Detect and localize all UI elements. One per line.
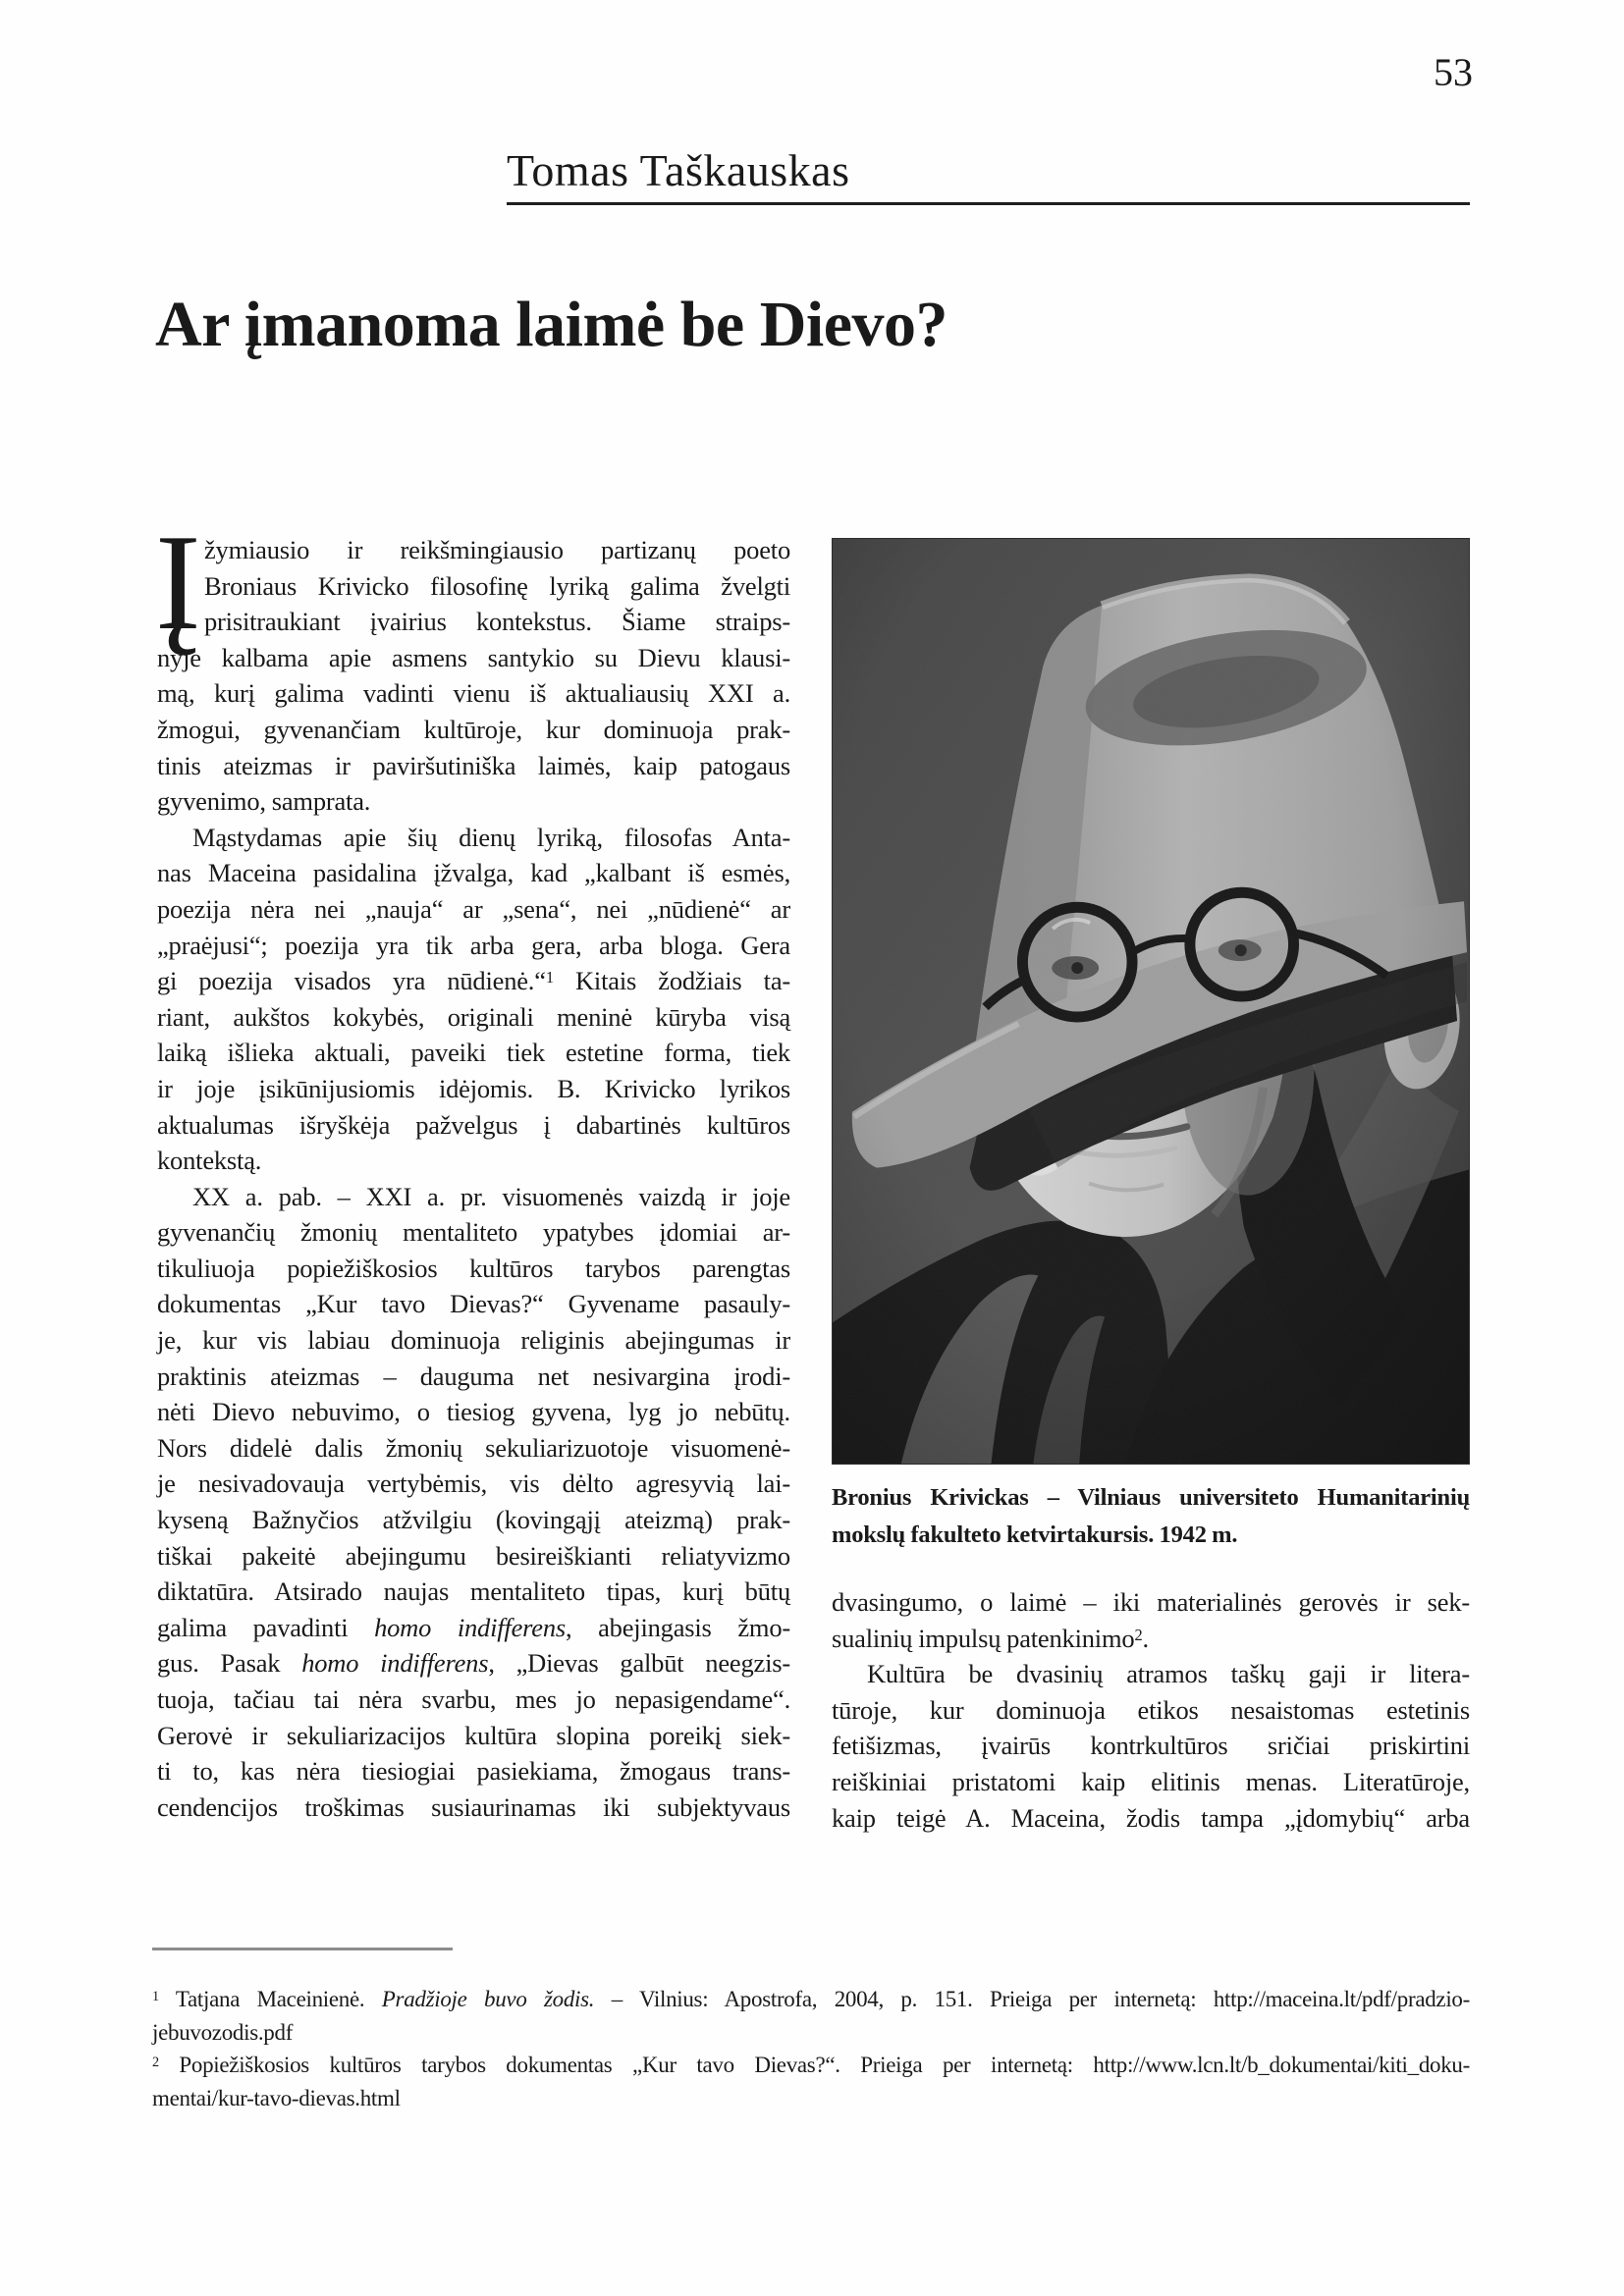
- text-segment: žymiausio ir reikšmingiausio partizanų poeto: [204, 535, 790, 564]
- text-segment: tikuliuoja popiežiškosios kultūros tarybos parengtas: [157, 1253, 790, 1283]
- text-segment: dvasingumo, o laimė – iki materialinės gerovės ir sek-: [832, 1587, 1470, 1617]
- text-segment: nėti Dievo nebuvimo, o tiesiog gyvena, lyg jo nebūtų.: [157, 1397, 790, 1427]
- paragraph-1: [157, 532, 790, 820]
- text-line: [157, 1286, 790, 1322]
- text-segment: tūroje, kur dominuoja etikos nesaistomas estetinis: [832, 1694, 1470, 1725]
- text-segment: je, kur vis labiau dominuoja religinis abejingumas ir: [157, 1325, 790, 1356]
- footnote-separator: [152, 1948, 453, 1950]
- footnotes: [152, 1983, 1470, 2114]
- text-line: [157, 1430, 790, 1467]
- text-segment: Nors didelė dalis žmonių sekuliarizuotoje visuomenė-: [157, 1432, 790, 1463]
- portrait-photo: [832, 538, 1470, 1465]
- text-segment: praktinis ateizmas – dauguma net nesivargina įrodi-: [157, 1361, 790, 1391]
- footnote-2: [152, 2049, 1470, 2114]
- text-segment: nas Maceina pasidalina įžvalga, kad „kalbant iš esmės,: [157, 858, 790, 888]
- text-segment: mokslų fakulteto ketvirtakursis. 1942 m.: [832, 1522, 1238, 1548]
- text-line: [157, 783, 790, 820]
- text-line: [832, 1517, 1470, 1554]
- text-segment: galima pavadinti: [157, 1612, 375, 1642]
- text-line: [157, 855, 790, 891]
- text-line: [157, 1610, 790, 1646]
- text-line: [157, 1789, 790, 1826]
- text-line: [832, 1728, 1470, 1764]
- text-segment: – Vilnius: Apostrofa, 2004, p. 151. Prieiga per internetą: http://maceina.lt/pdf/pradzio-: [594, 1987, 1470, 2011]
- text-segment: , „Dievas galbūt neegzis-: [488, 1648, 790, 1679]
- text-segment: homo indifferens: [301, 1648, 489, 1679]
- text-segment: ti to, kas nėra tiesiogiai pasiekiama, žmogaus trans-: [157, 1756, 790, 1787]
- text-line: [157, 568, 790, 605]
- text-segment: gi poezija visados yra nūdienė.“: [157, 966, 546, 996]
- text-line: [157, 1538, 790, 1575]
- text-segment: Pradžioje buvo žodis.: [381, 1987, 595, 2011]
- text-segment: tuoja, tačiau tai nėra svarbu, mes jo nepasigendame“.: [157, 1684, 790, 1714]
- text-segment: sualinių impulsų patenkinimo: [832, 1623, 1135, 1653]
- paragraph-continued: [832, 1584, 1470, 1656]
- text-segment: dokumentas „Kur tavo Dievas?“ Gyvename pasauly-: [157, 1289, 790, 1319]
- text-segment: Broniaus Krivicko filosofinę lyriką galima žvelgti: [204, 570, 790, 601]
- paragraph-4: [832, 1656, 1470, 1836]
- text-line: [157, 1322, 790, 1359]
- text-segment: kaip teigė A. Maceina, žodis tampa „įdomybių“ arba: [832, 1802, 1470, 1833]
- text-segment: gus. Pasak: [157, 1648, 302, 1679]
- text-line: [157, 1107, 790, 1144]
- drop-cap-letter: Į: [155, 507, 201, 659]
- text-segment: Kultūra be dvasinių atramos taškų gaji ir litera-: [867, 1659, 1470, 1689]
- text-line: [157, 1359, 790, 1395]
- text-segment: XX a. pab. – XXI a. pr. visuomenės vaizdą ir joje: [192, 1181, 790, 1211]
- text-line: [832, 1800, 1470, 1837]
- text-segment: Kitais žodžiais ta-: [553, 966, 790, 996]
- text-segment: laiką išlieka aktuali, paveiki tiek estetine forma, tiek: [157, 1038, 790, 1068]
- text-segment: gyvenančių žmonių mentaliteto ypatybes įdomiai ar-: [157, 1217, 790, 1248]
- footnote-marker: 1: [152, 1989, 159, 2005]
- text-segment: Bronius Krivickas – Vilniaus universiteto Humanitarinių: [832, 1484, 1470, 1511]
- text-segment: aktualumas išryškėja pažvelgus į dabartinės kultūros: [157, 1109, 790, 1140]
- text-segment: žmogui, gyvenančiam kultūroje, kur dominuoja prak-: [157, 714, 790, 744]
- text-segment: Gerovė ir sekuliarizacijos kultūra slopina poreikį siek-: [157, 1720, 790, 1750]
- text-line: [157, 1682, 790, 1718]
- text-line: [157, 1179, 790, 1215]
- text-line: [157, 1071, 790, 1107]
- text-segment: tinis ateizmas ir paviršutiniška laimės, kaip patogaus: [157, 750, 790, 780]
- text-line: [152, 2049, 1470, 2082]
- right-text-column: [832, 1584, 1470, 1836]
- text-segment: poezija nėra nei „nauja“ ar „sena“, nei „nūdienė“ ar: [157, 893, 790, 924]
- text-line: [832, 1621, 1470, 1657]
- photo-caption: [832, 1479, 1470, 1554]
- text-line: [152, 1983, 1470, 2016]
- text-line: [832, 1584, 1470, 1621]
- text-line: [157, 640, 790, 676]
- text-line: [152, 2082, 1470, 2115]
- footnote-marker: 2: [1134, 1625, 1143, 1644]
- text-segment: Mąstydamas apie šių dienų lyriką, filosofas Anta-: [192, 822, 790, 852]
- page-number: 53: [1434, 50, 1473, 94]
- text-line: [157, 1466, 790, 1502]
- text-line: [157, 999, 790, 1036]
- text-segment: Tatjana Maceinienė.: [158, 1987, 382, 2011]
- text-line: [157, 928, 790, 964]
- text-segment: cendencijos troškimas susiaurinamas iki subjektyvaus: [157, 1791, 790, 1822]
- text-line: [157, 712, 790, 748]
- text-line: [157, 820, 790, 856]
- text-segment: , abejingasis žmo-: [566, 1612, 790, 1642]
- photo-grain: [833, 539, 1469, 1464]
- text-segment: mentai/kur-tavo-dievas.html: [152, 2085, 401, 2110]
- text-segment: reiškiniai pristatomi kaip elitinis menas. Literatūroje,: [832, 1766, 1470, 1796]
- text-line: [157, 1645, 790, 1682]
- text-segment: .: [1142, 1623, 1149, 1653]
- text-line: [157, 604, 790, 640]
- text-segment: ir joje įsikūnijusiomis idėjomis. B. Krivicko lyrikos: [157, 1073, 790, 1103]
- portrait-photo-drawing: [833, 539, 1469, 1464]
- footnote-marker: 1: [545, 968, 554, 988]
- text-segment: tiškai pakeitė abejingumu besireiškianti reliatyvizmo: [157, 1540, 790, 1571]
- paragraph-2: [157, 820, 790, 1179]
- text-line: [157, 1251, 790, 1287]
- text-segment: fetišizmas, įvairūs kontrkultūros sričiai priskirtini: [832, 1731, 1470, 1761]
- paragraph-3: [157, 1179, 790, 1826]
- text-segment: kontekstą.: [157, 1146, 262, 1176]
- text-line: [157, 1502, 790, 1538]
- text-line: [157, 963, 790, 999]
- text-line: [157, 1574, 790, 1610]
- text-segment: jebuvozodis.pdf: [152, 2019, 294, 2045]
- text-line: [157, 748, 790, 784]
- text-line: [157, 1035, 790, 1071]
- text-line: [832, 1656, 1470, 1692]
- text-line: [157, 532, 790, 568]
- text-line: [157, 1143, 790, 1179]
- text-line: [157, 675, 790, 712]
- text-segment: prisitraukiant įvairius kontekstus. Šiame straips-: [204, 607, 790, 637]
- text-segment: homo indifferens: [374, 1612, 567, 1642]
- text-segment: diktatūra. Atsirado naujas mentaliteto tipas, kurį būtų: [157, 1576, 790, 1607]
- text-line: [152, 2016, 1470, 2050]
- article-title: Ar įmanoma laimė be Dievo?: [155, 289, 948, 360]
- text-segment: Popiežiškosios kultūros tarybos dokumentas „Kur tavo Dievas?“. Prieiga per internetą: http://www.lcn.lt/b_dokumentai/kiti_doku-: [158, 2053, 1470, 2077]
- text-segment: kyseną Bažnyčios atžvilgiu (kovingąjį ateizmą) prak-: [157, 1505, 790, 1535]
- text-line: [832, 1479, 1470, 1517]
- text-segment: mą, kurį galima vadinti vienu iš aktualiausių XXI a.: [157, 678, 790, 709]
- author-heading: Tomas Taškauskas: [507, 148, 1470, 205]
- text-line: [157, 1214, 790, 1251]
- footnote-1: [152, 1983, 1470, 2049]
- text-line: [157, 1394, 790, 1430]
- text-line: [157, 1753, 790, 1789]
- text-line: [157, 891, 790, 928]
- text-segment: riant, aukštos kokybės, originali meninė kūryba visą: [157, 1001, 790, 1032]
- left-text-column: [157, 532, 790, 1825]
- text-line: [157, 1718, 790, 1754]
- text-segment: je nesivadovauja vertybėmis, vis dėlto agresyvią lai-: [157, 1468, 790, 1499]
- text-segment: nyje kalbama apie asmens santykio su Dievu klausi-: [157, 642, 790, 672]
- text-line: [832, 1692, 1470, 1729]
- text-line: [832, 1764, 1470, 1800]
- text-segment: gyvenimo, samprata.: [157, 786, 371, 817]
- text-segment: „praėjusi“; poezija yra tik arba gera, arba bloga. Gera: [157, 930, 790, 960]
- footnote-marker: 2: [152, 2055, 159, 2071]
